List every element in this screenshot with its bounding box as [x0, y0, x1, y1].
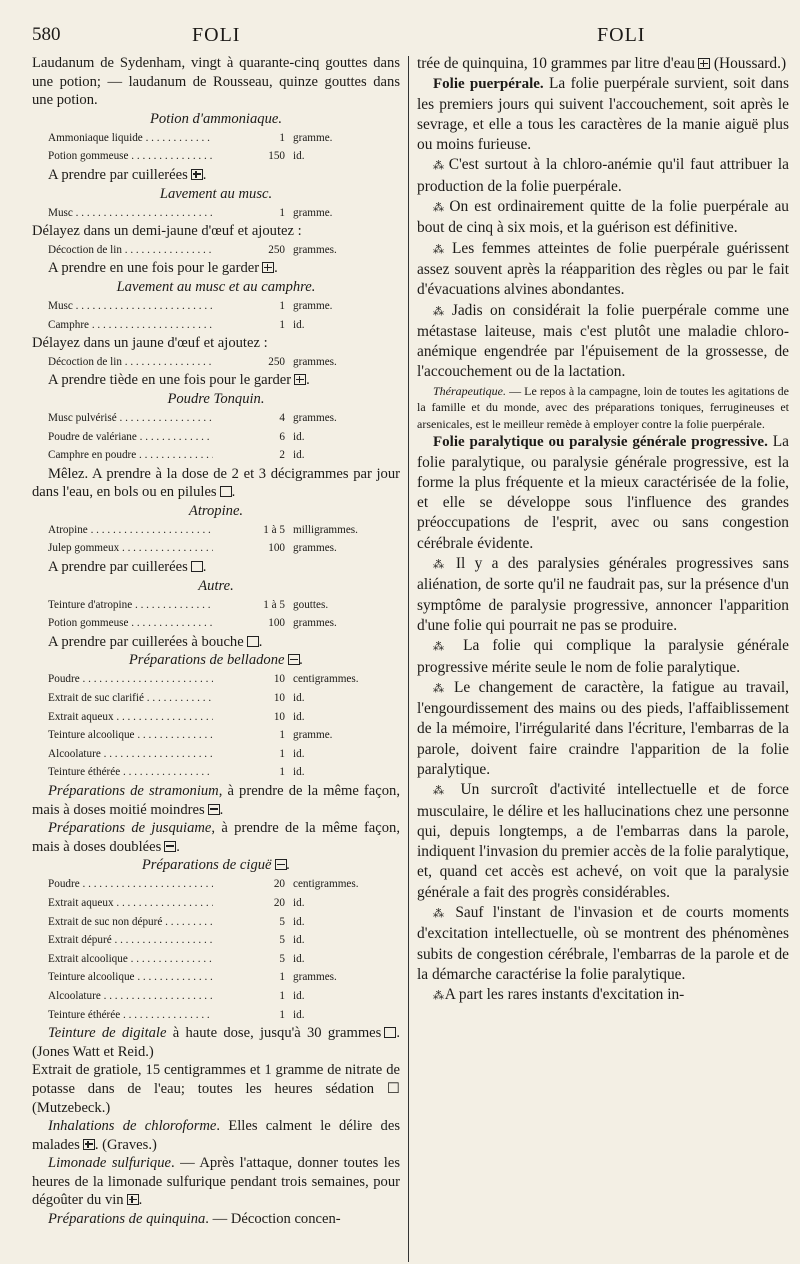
ingredient-unit: grammes.: [293, 243, 337, 256]
asterism-paragraph: [417, 780, 789, 903]
formula-line: [32, 409, 400, 428]
formula-title: [32, 278, 400, 297]
paragraph-text: Extrait de gratiole, 15 centigrammes et 1 gramme de nitrate de potasse dans de l'eau; toutes les heures sédation ☐ (Mutzebeck.): [32, 1062, 400, 1116]
section-heading: Folie puerpérale.: [433, 76, 544, 93]
ingredient-unit: id.: [293, 896, 305, 909]
ingredient-name: Alcoolature . . .: [48, 745, 213, 764]
paragraph-text: , à prendre de la même façon, mais à doses doublées: [32, 820, 400, 855]
ingredient-dose: 1: [279, 747, 285, 760]
ingredient-name: Musc pulvérisé . . .: [48, 409, 213, 428]
paragraph: [32, 1061, 400, 1117]
ingredient-name: Extrait aqueux . . .: [48, 894, 213, 913]
ingredient-name: Extrait dépuré . . .: [48, 931, 213, 950]
ingredient-dose: 1 à 5: [263, 523, 285, 536]
empty-box-icon: [191, 561, 203, 572]
ingredient-unit: gramme.: [293, 206, 333, 219]
ingredient-unit: id.: [293, 989, 305, 1002]
ingredient-dose: 4: [279, 411, 285, 424]
paragraph-text: à haute dose, jusqu'à 30 grammes: [166, 1025, 382, 1042]
formula-title-text: Potion d'ammoniaque.: [149, 110, 283, 127]
asterism-icon: ⁂: [433, 559, 456, 572]
ingredient-name: Alcoolature . . .: [48, 987, 213, 1006]
italic-term: Préparations de stramonium: [48, 783, 219, 799]
paragraph-text: . — Décoction concen-: [205, 1211, 341, 1228]
ingredient-dose: 5: [279, 952, 285, 965]
formula-line: [32, 204, 400, 223]
ingredient-unit: id.: [293, 766, 305, 779]
ingredient-name: Potion gommeuse . . .: [48, 147, 213, 166]
ingredient-unit: id.: [293, 934, 305, 947]
asterism-icon: ⁂: [433, 243, 452, 256]
formula-line: [32, 521, 400, 540]
instruction-text: A prendre en une fois pour le garder: [48, 260, 260, 277]
ingredient-dose: 20: [273, 896, 285, 909]
italic-term: Teinture de digitale: [48, 1025, 167, 1042]
text-columns: [32, 54, 790, 1264]
instruction: A prendre par cuillerées à bouche .: [48, 633, 263, 650]
formula-title-text: Préparations de belladone: [128, 652, 285, 669]
formula-title-text: Autre.: [198, 577, 234, 594]
paragraph-text: trée de quinquina, 10 grammes par litre d'eau: [417, 55, 695, 72]
left-column: [32, 54, 408, 1264]
paragraph-text: Laudanum de Sydenham, vingt à quarante-cinq gouttes dans une potion; — laudanum de Rousseau, quinze gouttes dans une potion.: [32, 55, 400, 109]
instruction-text: A prendre par cuillerées: [48, 166, 188, 183]
ingredient-dose: 1: [279, 1008, 285, 1021]
ingredient-name: Musc . . .: [48, 204, 213, 223]
ingredient-dose: 1: [279, 766, 285, 779]
paragraph-text: Il y a des paralysies générales progressives sans aliénation, de sorte qu'il ne faudrait pas, sur la présence d'un symptôme de paralysie progressive, annoncer l'apparition d'une folie qui pourrait ne pas se produire.: [417, 555, 789, 634]
plus-box-icon: [294, 374, 306, 385]
italic-term: Préparations de quinquina: [48, 1211, 206, 1228]
formula-line: [32, 968, 400, 987]
ingredient-unit: id.: [293, 710, 305, 723]
ingredient-unit: id.: [293, 952, 305, 965]
ingredient-unit: id.: [293, 430, 305, 443]
right-column: [409, 54, 789, 1264]
ingredient-dose: 1: [279, 989, 285, 1002]
paragraph: [32, 222, 400, 241]
paragraph-text: , à prendre de la même façon, mais à doses moitié moindres: [32, 783, 400, 818]
paragraph-text: . Elles calment le délire des malades: [32, 1118, 401, 1153]
ingredient-name: Julep gommeux . . .: [48, 539, 213, 558]
ingredient-unit: grammes.: [293, 971, 337, 984]
formula-line: [32, 931, 400, 950]
paragraph: [417, 54, 789, 74]
paragraph-text: Sauf l'instant de l'invasion et de courts moments d'excitation intellectuelle, où se montrent des phénomènes subits de congestion cérébrale, l'embarras de la parole et de la démarche caractérise la folie paralytique.: [417, 904, 789, 983]
formula-title-text: Lavement au musc et au camphre.: [116, 278, 316, 295]
formula-line: [32, 241, 400, 260]
ingredient-name: Camphre . . .: [48, 316, 213, 335]
ingredient-dose: 250: [268, 243, 285, 256]
ingredient-unit: grammes.: [293, 617, 337, 630]
formula-title-text: Poudre Tonquin.: [167, 390, 265, 407]
asterism-icon: ⁂: [433, 990, 445, 1003]
paragraph-text: — Le repos à la campagne, loin de toutes les agitations de la famille et du monde, avec des préparations toniques, ferrugineuses et arsenicales, est le meilleur remède à employer contre la folie puerpérale.: [417, 383, 789, 431]
plus-box-icon: [191, 169, 203, 180]
ingredient-dose: 10: [273, 692, 285, 705]
formula-line: [32, 1006, 400, 1025]
ingredient-dose: 5: [279, 915, 285, 928]
page-number: 580: [32, 24, 61, 45]
therapeutics-paragraph: [417, 383, 789, 433]
formula-title-text: Préparations de ciguë: [141, 857, 272, 874]
ingredient-dose: 6: [279, 430, 285, 443]
ingredient-dose: 150: [268, 150, 285, 163]
asterism-paragraph: [417, 301, 789, 383]
ingredient-name: Potion gommeuse . . .: [48, 614, 213, 633]
asterism-paragraph: [417, 197, 789, 239]
empty-box-icon: [220, 486, 232, 497]
section-paragraph: [417, 432, 789, 554]
formula-line: [32, 147, 400, 166]
section-text: La folie puerpérale survient, soit dans les premiers jours qui suivent l'accouchement, soit après le sevrage, et elle a tous les caractères de la manie aiguë plus ou moins furieuse.: [417, 75, 789, 154]
paragraph-text: Délayez dans un demi-jaune d'œuf et ajoutez :: [32, 223, 302, 240]
plus-box-icon: [262, 262, 274, 273]
minus-box-icon: [208, 804, 220, 815]
formula-title: Préparations de belladone .: [128, 652, 304, 669]
ingredient-dose: 1: [279, 971, 285, 984]
ingredient-unit: gramme.: [293, 131, 333, 144]
formula-line: [32, 614, 400, 633]
formula-line: [32, 446, 400, 465]
formula-title: [32, 577, 400, 596]
ingredient-unit: id.: [293, 1008, 305, 1021]
ingredient-dose: 5: [279, 934, 285, 947]
formula-line: [32, 316, 400, 335]
formula-line: [32, 726, 400, 745]
italic-term: Limonade sulfurique: [48, 1155, 172, 1172]
instruction: A prendre en une fois pour le garder .: [48, 260, 278, 277]
formula-line: [32, 539, 400, 558]
plus-box-icon: [127, 1194, 139, 1205]
ingredient-name: Teinture alcoolique . . .: [48, 968, 213, 987]
asterism-icon: ⁂: [433, 641, 464, 654]
ingredient-name: Teinture d'atropine . . .: [48, 596, 213, 615]
paragraph-text: Délayez dans un jaune d'œuf et ajoutez :: [32, 335, 268, 352]
ingredient-dose: 1: [279, 131, 285, 144]
ingredient-unit: centigrammes.: [293, 673, 359, 686]
formula-title: [32, 110, 400, 129]
paragraph-text: Un surcroît d'activité intellectuelle et de force musculaire, le délire et les hallucinations chez une personne qui, depuis longtemps, a de l'embarras dans la parole, indiquent l'invasion du premier accès de la folie paralytique, et, quand cet accès est achevé, on voit que la paralysie générale a fait des progrès considérables.: [417, 781, 789, 901]
ingredient-unit: id.: [293, 449, 305, 462]
italic-term: Inhalations de chloroforme: [48, 1118, 217, 1135]
formula-title-text: Atropine.: [188, 502, 244, 519]
instruction: Mêlez. A prendre à la dose de 2 et 3 décigrammes par jour dans l'eau, en bols ou en pilules .: [32, 465, 400, 501]
instruction-text: Mêlez. A prendre à la dose de 2 et 3 décigrammes par jour dans l'eau, en bols ou en pilules: [32, 465, 400, 501]
paragraph-text: Jadis on considérait la folie puerpérale comme une métastase laiteuse, mais c'est plutôt une maladie chloro-anémique engendrée par l'épuisement de la grossesse, de l'accouchement ou de la lactation.: [417, 301, 789, 381]
ingredient-unit: id.: [293, 318, 305, 331]
ingredient-unit: grammes.: [293, 411, 337, 424]
ingredient-name: Teinture alcoolique . . .: [48, 726, 213, 745]
formula-line: [32, 297, 400, 316]
paragraph-text: Les femmes atteintes de folie puerpérale guérissent assez souvent après la réapparition des règles ou par le fait d'évacuations alvines abondantes.: [417, 239, 789, 299]
ingredient-dose: 10: [273, 673, 285, 686]
ingredient-unit: gramme.: [293, 729, 333, 742]
instruction-text: A prendre tiède en une fois pour le garder: [48, 372, 292, 389]
ingredient-dose: 1: [279, 206, 285, 219]
paragraph-text: C'est surtout à la chloro-anémie qu'il faut attribuer la production de la folie puerpérale.: [417, 156, 789, 195]
formula-line: [32, 987, 400, 1006]
formula-line: [32, 670, 400, 689]
formula-title: [32, 185, 400, 204]
asterism-icon: ⁂: [433, 908, 456, 921]
ingredient-name: Décoction de lin . . .: [48, 353, 213, 372]
paragraph: Préparations de jusquiame, à prendre de la même façon, mais à doses doublées .: [32, 820, 400, 855]
paragraph-text: La folie qui complique la paralysie générale progressive mérite seule le nom de folie paralytique.: [417, 637, 789, 676]
paragraph: [32, 1024, 400, 1061]
paragraph-text: On est ordinairement quitte de la folie puerpérale au bout de cinq à six mois, et la guérison est définitive.: [417, 198, 789, 237]
section-text: La folie paralytique, ou paralysie générale progressive, est la forme la plus fréquente et la mieux caractérisée de la folie, et elle se développe sous l'influence des grandes préoccupations de l'esprit, avec ou sans congestion cérébrale évidente.: [417, 433, 789, 552]
running-head-right: FOLI: [597, 24, 646, 46]
paragraph: [32, 1154, 400, 1210]
ingredient-unit: grammes.: [293, 355, 337, 368]
ingredient-name: Extrait de suc clarifié . . .: [48, 689, 213, 708]
ingredient-dose: 1: [279, 318, 285, 331]
paragraph: [32, 334, 400, 353]
plus-box-icon: [83, 1139, 95, 1150]
formula-line: [32, 950, 400, 969]
ingredient-dose: 10: [273, 710, 285, 723]
ingredient-dose: 2: [279, 449, 285, 462]
paragraph-text-tail: . (Jones Watt et Reid.): [32, 1025, 400, 1060]
instruction-text: A prendre par cuillerées à bouche: [48, 633, 244, 650]
paragraph-text: Le changement de caractère, la fatigue au travail, l'engourdissement des mains ou des pieds, l'affaiblissement de la mémoire, l'irrégularité dans l'écriture, l'embarras de la parole, doivent faire craindre l'apparition de la folie paralytique.: [417, 678, 789, 778]
running-head-left: FOLI: [192, 24, 241, 46]
asterism-paragraph: [417, 239, 789, 301]
ingredient-name: Extrait alcoolique . . .: [48, 950, 213, 969]
page-header: [32, 20, 790, 54]
paragraph: [32, 1210, 400, 1229]
empty-box-icon: [384, 1027, 396, 1038]
ingredient-unit: centigrammes.: [293, 878, 359, 891]
ingredient-name: Ammoniaque liquide . . .: [48, 129, 213, 148]
formula-line: [32, 353, 400, 372]
formula-line: [32, 596, 400, 615]
ingredient-dose: 1: [279, 299, 285, 312]
plus-box-icon: [698, 58, 710, 69]
paragraph: Préparations de stramonium, à prendre de la même façon, mais à doses moitié moindres .: [32, 783, 400, 818]
asterism-icon: ⁂: [433, 160, 449, 173]
ingredient-name: Teinture éthérée . . .: [48, 763, 213, 782]
formula-line: [32, 894, 400, 913]
empty-box-icon: [247, 636, 259, 647]
formula-title: [32, 502, 400, 521]
formula-line: [32, 763, 400, 782]
ingredient-unit: milligrammes.: [293, 523, 358, 536]
asterism-paragraph: [417, 554, 789, 636]
ingredient-name: Extrait de suc non dépuré . . .: [48, 913, 213, 932]
ingredient-dose: 100: [268, 617, 285, 630]
ingredient-name: Extrait aqueux . . .: [48, 708, 213, 727]
asterism-paragraph: [417, 155, 789, 197]
ingredient-unit: grammes.: [293, 542, 337, 555]
ingredient-unit: gouttes.: [293, 598, 329, 611]
formula-line: [32, 428, 400, 447]
instruction: A prendre tiède en une fois pour le garder .: [48, 372, 310, 389]
italic-term: Thérapeutique.: [433, 383, 506, 398]
asterism-icon: ⁂: [433, 682, 454, 695]
ingredient-dose: 1: [279, 729, 285, 742]
minus-box-icon: [288, 654, 300, 665]
ingredient-dose: 1 à 5: [263, 598, 285, 611]
paragraph: [32, 54, 400, 110]
paragraph-text-tail: (Houssard.): [710, 55, 787, 72]
ingredient-name: Musc . . .: [48, 297, 213, 316]
ingredient-unit: id.: [293, 150, 305, 163]
ingredient-name: Poudre . . .: [48, 875, 213, 894]
asterism-icon: ⁂: [433, 785, 461, 798]
formula-title: [32, 390, 400, 409]
asterism-paragraph: [417, 903, 789, 985]
section-paragraph: [417, 74, 789, 155]
ingredient-dose: 20: [273, 878, 285, 891]
asterism-paragraph: [417, 636, 789, 678]
formula-title: Préparations de ciguë .: [141, 857, 291, 874]
asterism-paragraph: [417, 678, 789, 780]
ingredient-unit: id.: [293, 747, 305, 760]
paragraph-text: A part les rares instants d'excitation in-: [444, 986, 685, 1004]
formula-title-text: Lavement au musc.: [159, 185, 273, 202]
formula-line: [32, 913, 400, 932]
paragraph: [32, 1117, 400, 1154]
instruction: A prendre par cuillerées .: [48, 166, 207, 183]
paragraph-text-tail: . (Graves.): [94, 1136, 157, 1153]
asterism-paragraph: [417, 985, 789, 1006]
ingredient-name: Décoction de lin . . .: [48, 241, 213, 260]
ingredient-dose: 100: [268, 542, 285, 555]
minus-box-icon: [275, 859, 287, 870]
instruction-text: A prendre par cuillerées: [48, 559, 188, 576]
instruction: A prendre par cuillerées .: [48, 559, 207, 576]
ingredient-name: Camphre en poudre . . .: [48, 446, 213, 465]
ingredient-unit: id.: [293, 692, 305, 705]
asterism-icon: ⁂: [433, 202, 450, 215]
paragraph-text: . — Après l'attaque, donner toutes les heures de la limonade sulfurique pendant trois semaines, pour dégoûter du vin: [32, 1155, 400, 1209]
ingredient-name: Poudre . . .: [48, 670, 213, 689]
ingredient-name: Teinture éthérée . . .: [48, 1006, 213, 1025]
formula-line: [32, 689, 400, 708]
ingredient-unit: id.: [293, 915, 305, 928]
formula-line: [32, 745, 400, 764]
paragraph-text-tail: .: [138, 1192, 143, 1209]
formula-line: [32, 708, 400, 727]
ingredient-unit: gramme.: [293, 299, 333, 312]
formula-line: [32, 875, 400, 894]
formula-line: [32, 129, 400, 148]
ingredient-name: Atropine . . .: [48, 521, 213, 540]
section-heading: Folie paralytique ou paralysie générale progressive.: [433, 434, 768, 451]
asterism-icon: ⁂: [433, 305, 452, 318]
ingredient-name: Poudre de valériane . . .: [48, 428, 213, 447]
minus-box-icon: [164, 841, 176, 852]
italic-term: Préparations de jusquiame: [48, 820, 212, 837]
ingredient-dose: 250: [268, 355, 285, 368]
